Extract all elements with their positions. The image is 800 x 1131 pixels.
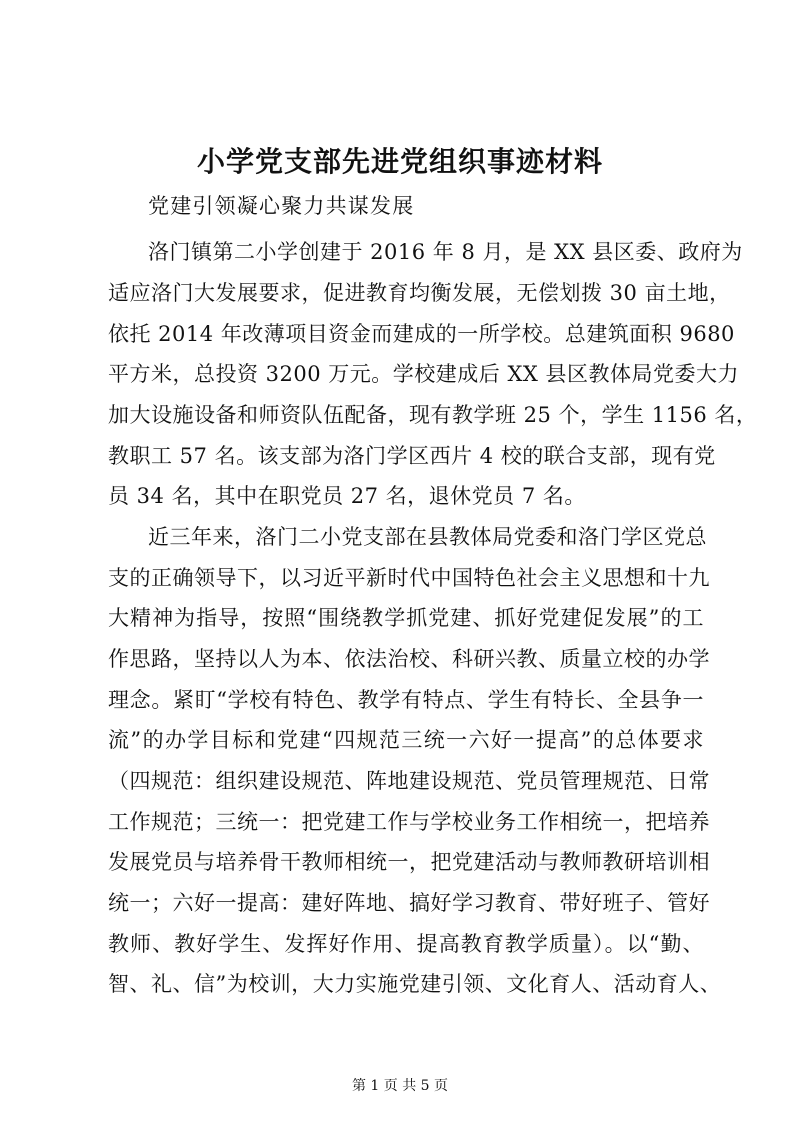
page-footer: 第 1 页 共 5 页 bbox=[351, 1078, 449, 1094]
document-title: 小学党支部先进党组织事迹材料 bbox=[196, 145, 603, 178]
paragraph-1-line-2: 适应洛门大发展要求，促进教育均衡发展，无偿划拨 30 亩土地， bbox=[108, 281, 731, 305]
paragraph-1-line-7: 员 34 名，其中在职党员 27 名，退休党员 7 名。 bbox=[108, 484, 586, 508]
paragraph-1-line-6: 教职工 57 名。该支部为洛门学区西片 4 校的联合支部，现有党 bbox=[108, 444, 716, 468]
paragraph-1-line-5: 加大设施设备和师资队伍配备，现有教学班 25 个，学生 1156 名， bbox=[108, 403, 758, 427]
paragraph-2-line-1: 近三年来，洛门二小党支部在县教体局党委和洛门学区党总 bbox=[148, 525, 707, 549]
paragraph-2-line-4: 作思路，坚持以人为本、依法治校、科研兴教、质量立校的办学 bbox=[108, 647, 710, 671]
paragraph-2-line-3: 大精神为指导，按照“围绕教学抓党建、抓好党建促发展”的工 bbox=[108, 606, 704, 630]
paragraph-2-line-10: 统一；六好一提高：建好阵地、搞好学习教育、带好班子、管好 bbox=[108, 891, 710, 915]
paragraph-2-line-6: 流”的办学目标和党建“四规范三统一六好一提高”的总体要求 bbox=[108, 728, 704, 752]
paragraph-2-line-9: 发展党员与培养骨干教师相统一，把党建活动与教师教研培训相 bbox=[108, 850, 710, 874]
paragraph-2-line-7: （四规范：组织建设规范、阵地建设规范、党员管理规范、日常 bbox=[108, 769, 710, 793]
paragraph-2-line-2: 支的正确领导下，以习近平新时代中国特色社会主义思想和十九 bbox=[108, 566, 710, 590]
paragraph-2-line-12: 智、礼、信”为校训，大力实施党建引领、文化育人、活动育人、 bbox=[108, 972, 722, 996]
paragraph-2-line-5: 理念。紧盯“学校有特色、教学有特点、学生有特长、全县争一 bbox=[108, 688, 704, 712]
document-subtitle: 党建引领凝心聚力共谋发展 bbox=[148, 194, 415, 218]
paragraph-2-line-8: 工作规范；三统一：把党建工作与学校业务工作相统一，把培养 bbox=[108, 810, 710, 834]
paragraph-1-line-4: 平方米，总投资 3200 万元。学校建成后 XX 县区教体局党委大力 bbox=[108, 362, 740, 386]
paragraph-1-line-3: 依托 2014 年改薄项目资金而建成的一所学校。总建筑面积 9680 bbox=[108, 322, 735, 346]
paragraph-2-line-11: 教师、教好学生、发挥好作用、提高教育教学质量）。以“勤、 bbox=[108, 932, 704, 956]
paragraph-1-line-1: 洛门镇第二小学创建于 2016 年 8 月，是 XX 县区委、政府为 bbox=[148, 240, 743, 264]
